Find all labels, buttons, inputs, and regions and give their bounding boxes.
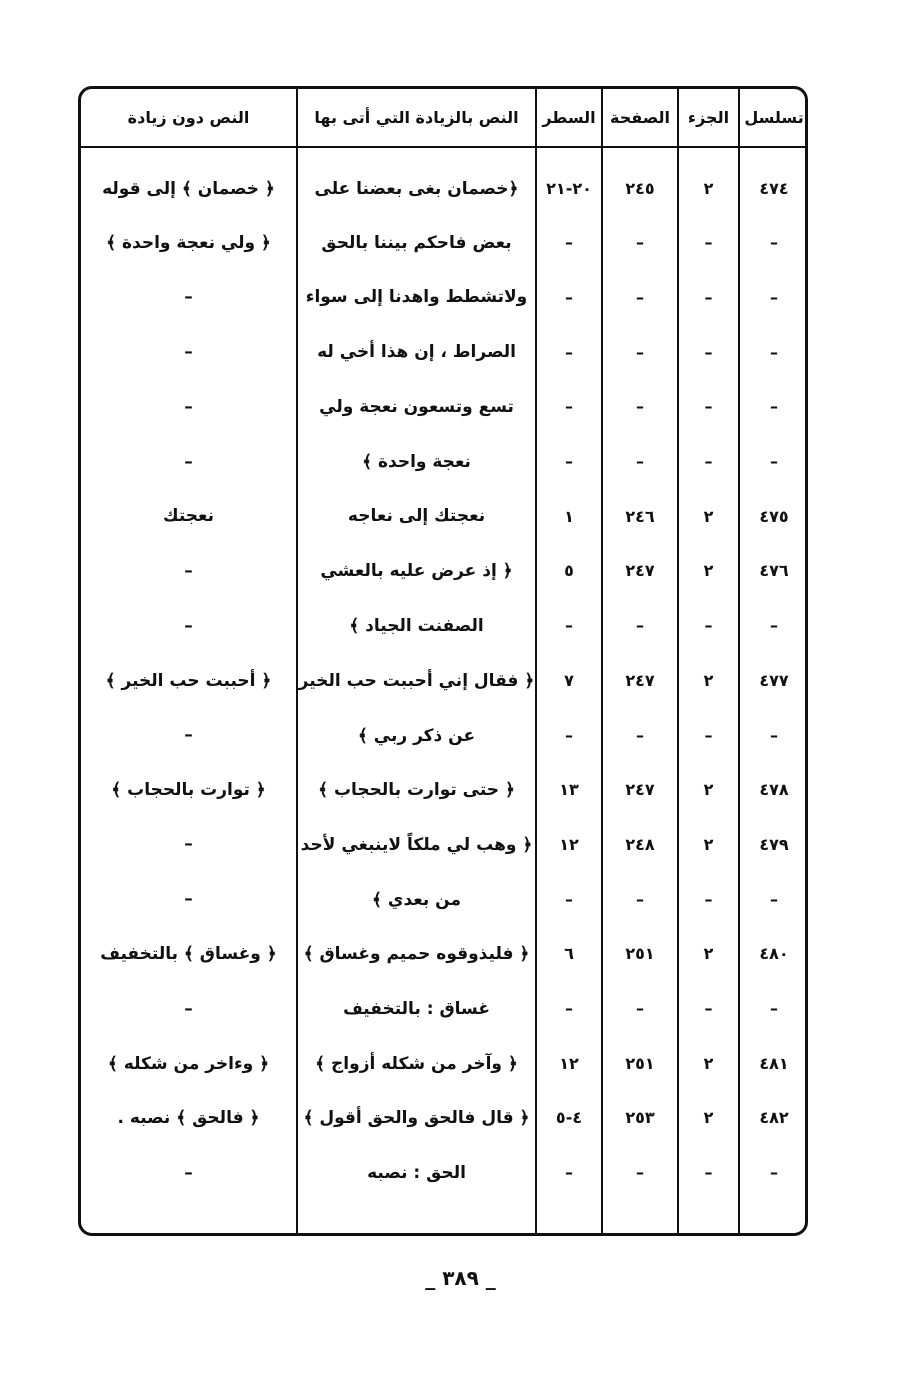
cell-serial: ٤٨٢ <box>759 1108 789 1128</box>
cell-text-without-addition: – <box>184 998 193 1019</box>
cell-text-with-addition: ﴿ وآخر من شكله أزواج ﴾ <box>315 1053 518 1074</box>
cell-page: ٢٤٧ <box>625 670 655 690</box>
cell-line: – <box>565 725 573 745</box>
cell-text-without-addition: – <box>184 725 193 745</box>
cell-part: ٢ <box>703 944 714 964</box>
cell-text-with-addition: نعجة واحدة ﴾ <box>362 452 471 472</box>
cell-text-without-addition: نعجتك <box>163 506 214 527</box>
cell-line: – <box>565 397 573 417</box>
header-text-with-addition: النص بالزيادة التي أتى بها <box>314 107 519 127</box>
cell-text-without-addition: ﴿ أحببت حب الخير ﴾ <box>105 670 272 691</box>
cell-text-with-addition: ﴿ حتى توارت بالحجاب ﴾ <box>318 780 515 801</box>
cell-page: ٢٤٦ <box>625 506 655 526</box>
cell-text-without-addition: ﴿ فالحق ﴾ نصبه . <box>117 1108 260 1129</box>
cell-text-with-addition: ﴿خصمان بغى بعضنا على <box>314 178 519 199</box>
header-page: الصفحة <box>610 107 671 127</box>
cell-line: ٤-٥ <box>555 1108 583 1128</box>
cell-text-without-addition: – <box>184 560 193 581</box>
cell-page: – <box>636 1163 644 1183</box>
cell-page: ٢٤٧ <box>625 780 655 800</box>
cell-page: ٢٥٣ <box>625 1108 655 1128</box>
cell-serial: ٤٨١ <box>759 1053 789 1073</box>
cell-text-without-addition: ﴿ خصمان ﴾ إلى قوله <box>102 178 275 199</box>
cell-line: ٥ <box>564 561 574 581</box>
cell-page: ٢٤٥ <box>625 178 655 198</box>
cell-text-with-addition: الحق : نصبه <box>367 1162 466 1183</box>
cell-line: – <box>565 452 573 471</box>
cell-text-with-addition: غساق : بالتخفيف <box>343 998 490 1019</box>
cell-text-without-addition: ﴿ وءاخر من شكله ﴾ <box>107 1053 270 1074</box>
cell-part: – <box>704 1163 713 1183</box>
cell-text-with-addition: الصفنت الجياد ﴾ <box>349 616 484 637</box>
cell-text-without-addition: – <box>184 396 193 417</box>
cell-part: – <box>704 999 713 1018</box>
cell-text-with-addition: بعض فاحكم بيننا بالحق <box>321 232 512 253</box>
cell-part: – <box>704 287 713 307</box>
cell-part: ٢ <box>703 1108 714 1128</box>
cell-page: ٢٤٧ <box>625 561 655 581</box>
cell-line: ٧ <box>564 670 574 690</box>
cell-text-without-addition: – <box>184 342 193 363</box>
cell-part: – <box>704 452 713 471</box>
cell-page: – <box>636 889 644 909</box>
cell-page: ٢٥١ <box>625 944 655 964</box>
cell-text-with-addition: ﴿ قال فالحق والحق أقول ﴾ <box>303 1108 530 1129</box>
cell-text-without-addition: ﴿ وغساق ﴾ بالتخفيف <box>100 944 277 965</box>
cell-page: – <box>636 725 644 745</box>
cell-text-without-addition: – <box>184 287 193 308</box>
header-text-without-addition: النص دون زيادة <box>127 107 250 127</box>
cell-text-without-addition: – <box>184 889 193 910</box>
header-serial: تسلسل <box>744 107 804 127</box>
cell-text-with-addition: من بعدي ﴾ <box>372 889 462 910</box>
cell-part: – <box>704 342 713 362</box>
cell-line: ١٢ <box>559 1053 579 1073</box>
cell-line: – <box>565 889 573 909</box>
cell-page: – <box>636 616 644 636</box>
cell-serial: – <box>770 397 778 417</box>
cell-serial: – <box>770 616 778 636</box>
cell-line: – <box>565 342 573 362</box>
page-number: _ ٣٨٩ _ <box>425 1266 496 1290</box>
cell-text-without-addition: ﴿ ولي نعجة واحدة ﴾ <box>106 233 271 254</box>
cell-line: – <box>565 999 573 1018</box>
cell-serial: – <box>770 287 778 307</box>
cell-serial: ٤٧٤ <box>759 178 789 198</box>
cell-serial: – <box>770 889 778 909</box>
cell-text-without-addition: – <box>184 1162 193 1183</box>
cell-serial: – <box>770 999 778 1018</box>
cell-text-with-addition: ولاتشطط واهدنا إلى سواء <box>305 287 528 308</box>
cell-part: ٢ <box>703 561 714 581</box>
cell-text-with-addition: الصراط ، إن هذا أخي له <box>317 342 516 363</box>
cell-part: ٢ <box>703 834 714 854</box>
cell-part: – <box>704 397 713 417</box>
cell-serial: ٤٧٦ <box>759 561 789 581</box>
cell-serial: ٤٧٥ <box>759 506 789 526</box>
cell-text-with-addition: ﴿ إذ عرض عليه بالعشي <box>320 561 513 582</box>
cell-text-with-addition: ﴿ فليذوقوه حميم وغساق ﴾ <box>303 944 530 965</box>
cell-serial: – <box>770 452 778 471</box>
cell-page: ٢٤٨ <box>625 834 655 854</box>
cell-serial: – <box>770 725 778 745</box>
cell-serial: ٤٧٨ <box>759 780 789 800</box>
cell-line: – <box>565 287 573 307</box>
cell-part: ٢ <box>703 1053 714 1073</box>
cell-part: ٢ <box>703 506 714 526</box>
cell-page: – <box>636 999 644 1018</box>
cell-line: ١ <box>564 506 574 526</box>
cell-part: – <box>704 233 713 253</box>
cell-text-without-addition: – <box>184 615 193 636</box>
cell-part: ٢ <box>703 780 714 800</box>
cell-serial: – <box>770 1163 778 1183</box>
cell-text-with-addition: ﴿ وهب لي ملكاً لاينبغي لأحد <box>300 834 533 855</box>
cell-line: ١٣ <box>559 780 579 800</box>
cell-line: ٢٠-٢١ <box>546 178 592 198</box>
cell-part: ٢ <box>703 670 714 690</box>
cell-page: ٢٥١ <box>625 1053 655 1073</box>
header-rule <box>78 146 808 148</box>
cell-line: ٦ <box>564 944 574 964</box>
cell-line: – <box>565 1163 573 1183</box>
cell-page: – <box>636 233 644 253</box>
cell-page: – <box>636 452 644 471</box>
header-line: السطر <box>542 107 596 127</box>
cell-line: ١٢ <box>559 834 579 854</box>
cell-text-with-addition: تسع وتسعون نعجة ولي <box>319 396 514 417</box>
cell-part: – <box>704 616 713 636</box>
cell-line: – <box>565 616 573 636</box>
cell-line: – <box>565 233 573 253</box>
cell-serial: ٤٨٠ <box>759 944 789 964</box>
cell-text-with-addition: عن ذكر ربي ﴾ <box>357 725 476 746</box>
cell-part: ٢ <box>703 178 714 198</box>
cell-serial: – <box>770 233 778 253</box>
cell-text-without-addition: – <box>184 451 193 472</box>
cell-text-without-addition: – <box>184 834 193 855</box>
cell-page: – <box>636 287 644 307</box>
cell-page: – <box>636 342 644 362</box>
cell-serial: ٤٧٩ <box>759 834 789 854</box>
cell-text-with-addition: ﴿ فقال إني أحببت حب الخير <box>298 670 535 691</box>
header-part: الجزء <box>687 107 730 127</box>
cell-page: – <box>636 397 644 417</box>
cell-part: – <box>704 725 713 745</box>
cell-text-with-addition: نعجتك إلى نعاجه <box>347 506 486 527</box>
cell-part: – <box>704 889 713 909</box>
cell-serial: ٤٧٧ <box>759 670 789 690</box>
cell-text-without-addition: ﴿ توارت بالحجاب ﴾ <box>111 780 266 801</box>
cell-serial: – <box>770 342 778 362</box>
